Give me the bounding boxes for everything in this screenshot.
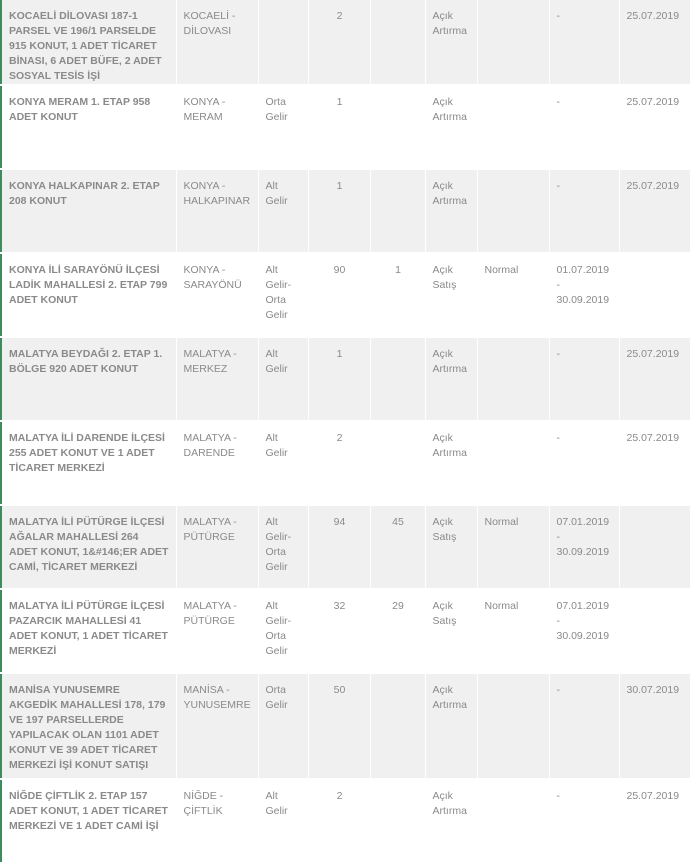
project-name-link[interactable]: MANİSA YUNUSEMRE AKGEDİK MAHALLESİ 178, 179 VE 197 PARSELLERDE YAPILACAK OLAN 1101 ADET KONUT VE 39 ADET TİCARET MERKEZİ İŞİ KONUT SATIŞI [1,673,176,779]
sale-method-cell: Açık Satış [425,505,477,589]
auction-date-cell: 25.07.2019 [619,337,690,421]
sale-period-cell: 07.01.2019 - 30.09.2019 [549,505,619,589]
sale-type-cell [477,337,549,421]
sold-count-cell: 45 [370,505,425,589]
location-cell: KOCAELİ - DİLOVASI [176,0,258,85]
table-row[interactable] [1,505,690,589]
project-name-link[interactable]: KOCAELİ DİLOVASI 187-1 PARSEL VE 196/1 PARSELDE 915 KONUT, 1 ADET TİCARET BİNASI, 6 ADET BÜFE, 2 ADET SOSYAL TESİS İŞİ [1,0,176,85]
income-group-cell [258,0,308,85]
sold-count-cell [370,0,425,85]
sale-type-cell [477,85,549,169]
unit-count-cell: 32 [308,589,370,673]
project-name-link[interactable]: MALATYA BEYDAĞI 2. ETAP 1. BÖLGE 920 ADET KONUT [1,337,176,421]
auction-date-cell: 30.07.2019 [619,673,690,779]
location-cell: NİĞDE - ÇİFTLİK [176,779,258,863]
sale-type-cell: Normal [477,589,549,673]
table-row[interactable] [1,337,690,421]
sale-type-cell [477,673,549,779]
project-name-link[interactable]: MALATYA İLİ DARENDE İLÇESİ 255 ADET KONUT VE 1 ADET TİCARET MERKEZİ [1,421,176,505]
project-name-link[interactable]: KONYA İLİ SARAYÖNÜ İLÇESİ LADİK MAHALLESİ 2. ETAP 799 ADET KONUT [1,253,176,337]
sale-type-cell [477,421,549,505]
sale-period-cell: - [549,337,619,421]
sale-method-cell: Açık Satış [425,589,477,673]
sale-type-cell [477,779,549,863]
location-cell: MANİSA - YUNUSEMRE [176,673,258,779]
unit-count-cell: 2 [308,421,370,505]
auction-date-cell: 25.07.2019 [619,421,690,505]
income-group-cell: Alt Gelir [258,421,308,505]
sale-period-cell: - [549,169,619,253]
table-row[interactable] [1,253,690,337]
income-group-cell: Alt Gelir [258,337,308,421]
sale-type-cell: Normal [477,505,549,589]
income-group-cell: Alt Gelir-Orta Gelir [258,253,308,337]
income-group-cell: Alt Gelir [258,779,308,863]
project-name-link[interactable]: KONYA HALKAPINAR 2. ETAP 208 KONUT [1,169,176,253]
sale-period-cell: - [549,85,619,169]
unit-count-cell: 1 [308,169,370,253]
table-row[interactable] [1,85,690,169]
income-group-cell: Alt Gelir-Orta Gelir [258,589,308,673]
table-row[interactable] [1,779,690,863]
auction-date-cell [619,505,690,589]
income-group-cell: Alt Gelir-Orta Gelir [258,505,308,589]
sold-count-cell [370,779,425,863]
income-group-cell: Orta Gelir [258,85,308,169]
income-group-cell: Alt Gelir [258,169,308,253]
table-body [1,0,690,863]
sale-period-cell: - [549,779,619,863]
sale-method-cell: Açık Artırma [425,169,477,253]
project-name-link[interactable]: MALATYA İLİ PÜTÜRGE İLÇESİ AĞALAR MAHALLESİ 264 ADET KONUT, 1&#146;ER ADET CAMİ, TİCARET MERKEZİ [1,505,176,589]
sold-count-cell [370,673,425,779]
sale-period-cell: - [549,0,619,85]
location-cell: MALATYA - MERKEZ [176,337,258,421]
sale-type-cell [477,169,549,253]
sale-method-cell: Açık Artırma [425,337,477,421]
unit-count-cell: 1 [308,85,370,169]
unit-count-cell: 2 [308,779,370,863]
sold-count-cell [370,85,425,169]
sale-method-cell: Açık Artırma [425,85,477,169]
sale-method-cell: Açık Artırma [425,0,477,85]
table-row[interactable] [1,673,690,779]
location-cell: KONYA - SARAYÖNÜ [176,253,258,337]
sold-count-cell [370,337,425,421]
unit-count-cell: 94 [308,505,370,589]
sale-period-cell: - [549,673,619,779]
location-cell: KONYA - MERAM [176,85,258,169]
sold-count-cell [370,169,425,253]
sale-period-cell: - [549,421,619,505]
sold-count-cell [370,421,425,505]
location-cell: KONYA - HALKAPINAR [176,169,258,253]
auction-date-cell [619,253,690,337]
location-cell: MALATYA - PÜTÜRGE [176,505,258,589]
project-name-link[interactable]: MALATYA İLİ PÜTÜRGE İLÇESİ PAZARCIK MAHALLESİ 41 ADET KONUT, 1 ADET TİCARET MERKEZİ [1,589,176,673]
location-cell: MALATYA - PÜTÜRGE [176,589,258,673]
auction-date-cell: 25.07.2019 [619,779,690,863]
unit-count-cell: 50 [308,673,370,779]
sale-type-cell [477,0,549,85]
table-row[interactable] [1,421,690,505]
sale-method-cell: Açık Artırma [425,673,477,779]
sale-period-cell: 07.01.2019 - 30.09.2019 [549,589,619,673]
project-name-link[interactable]: KONYA MERAM 1. ETAP 958 ADET KONUT [1,85,176,169]
auction-date-cell [619,589,690,673]
sold-count-cell: 29 [370,589,425,673]
unit-count-cell: 90 [308,253,370,337]
income-group-cell: Orta Gelir [258,673,308,779]
project-name-link[interactable]: NİĞDE ÇİFTLİK 2. ETAP 157 ADET KONUT, 1 ADET TİCARET MERKEZİ VE 1 ADET CAMİ İŞİ [1,779,176,863]
table-row[interactable] [1,169,690,253]
unit-count-cell: 1 [308,337,370,421]
sold-count-cell: 1 [370,253,425,337]
auction-date-cell: 25.07.2019 [619,85,690,169]
sale-type-cell: Normal [477,253,549,337]
unit-count-cell: 2 [308,0,370,85]
location-cell: MALATYA - DARENDE [176,421,258,505]
sale-method-cell: Açık Artırma [425,421,477,505]
table-row[interactable] [1,0,690,85]
sale-method-cell: Açık Satış [425,253,477,337]
sale-period-cell: 01.07.2019 - 30.09.2019 [549,253,619,337]
auction-date-cell: 25.07.2019 [619,169,690,253]
table-row[interactable] [1,589,690,673]
sale-method-cell: Açık Artırma [425,779,477,863]
auction-date-cell: 25.07.2019 [619,0,690,85]
